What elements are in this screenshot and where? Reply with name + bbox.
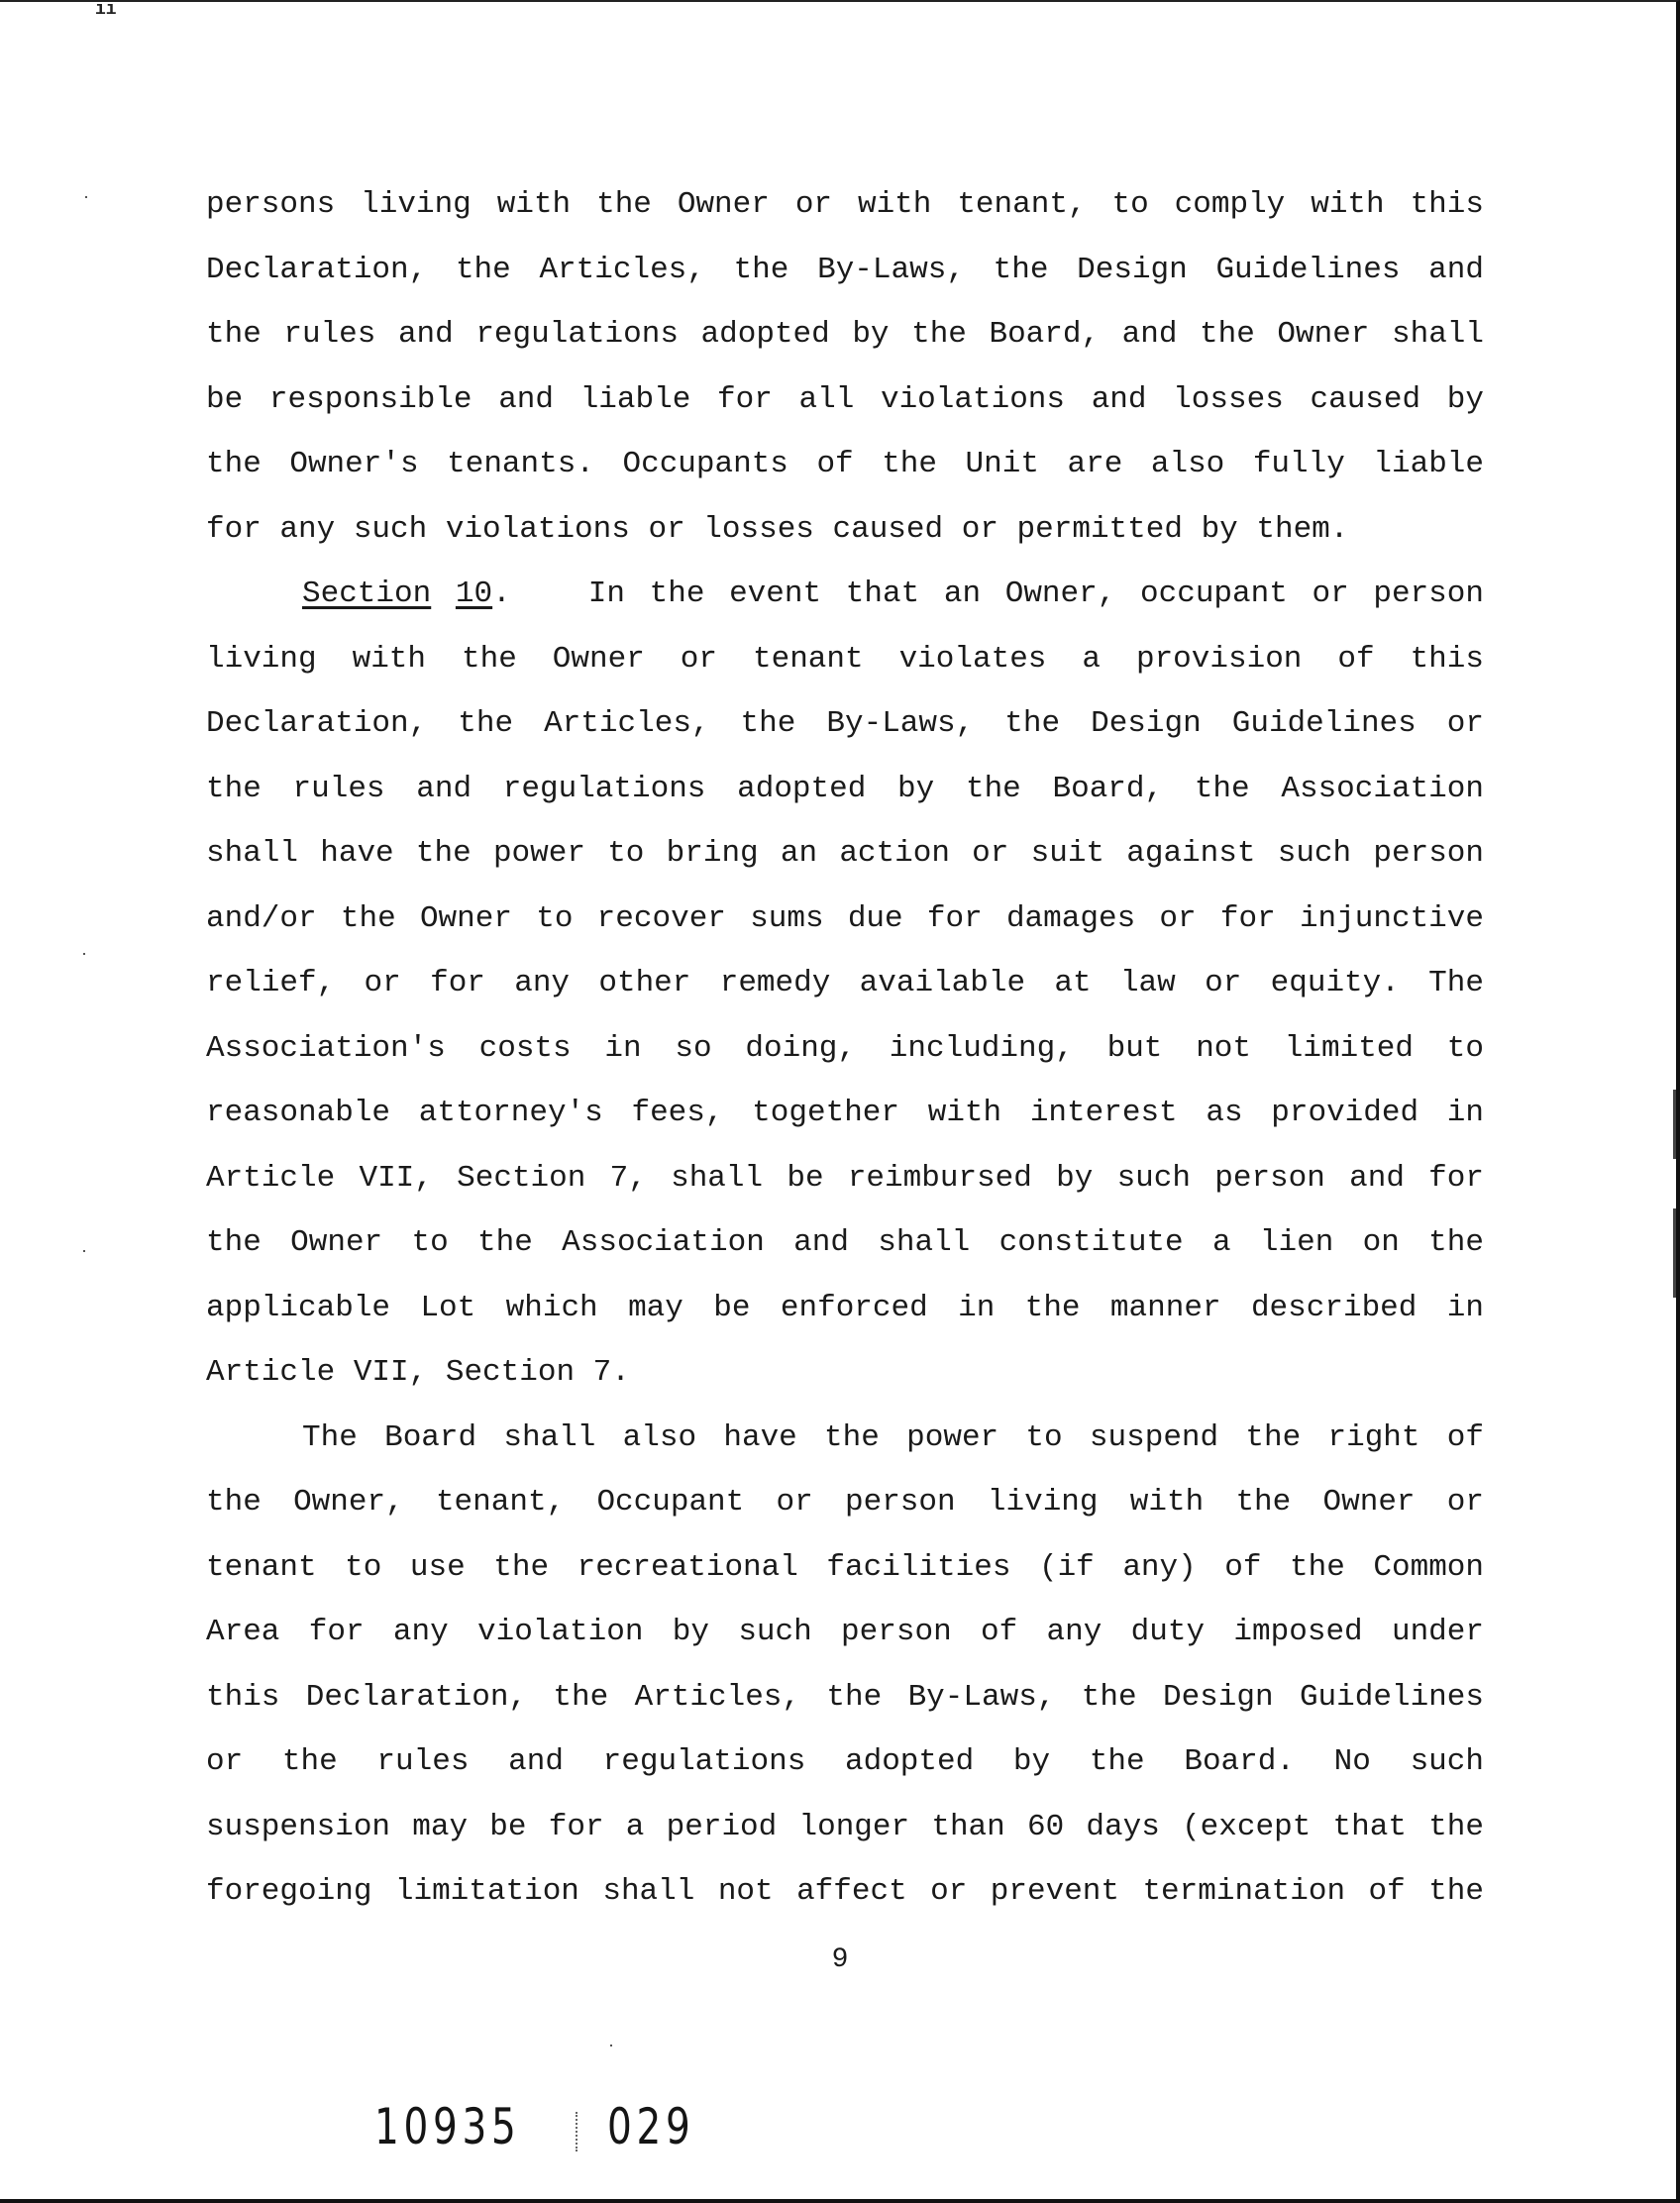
section-number: 10 [455,577,493,611]
corner-mark: ıı [95,0,117,20]
text-line: the Owner, tenant, Occupant or person living with the Owner or [206,1485,1484,1520]
text-line: for any such violations or losses caused or permitted by them. [206,512,1349,547]
text-line: Declaration, the Articles, the By-Laws, the Design Guidelines or [206,706,1484,741]
text-line: foregoing limitation shall not affect or prevent termination of the [206,1874,1484,1909]
text-line: relief, or for any other remedy available at law or equity. The [206,966,1484,1000]
section-heading-line [302,575,1484,614]
section-period: . [492,577,511,611]
text-line: the rules and regulations adopted by the Board, the Association [206,772,1484,806]
text-line: reasonable attorney's fees, together with interest as provided in [206,1096,1484,1130]
text-line: tenant to use the recreational facilities (if any) of the Common [206,1550,1484,1585]
text-line: Area for any violation by such person of any duty imposed under [206,1615,1484,1649]
text-line: Declaration, the Articles, the By-Laws, the Design Guidelines and [206,253,1484,287]
scan-edge-mark [1673,1090,1676,1159]
text-line: shall have the power to bring an action or suit against such person [206,836,1484,871]
scan-speck [610,2045,612,2046]
text-line: the Owner's tenants. Occupants of the Unit are also fully liable [206,447,1484,481]
text-line: The Board shall also have the power to suspend the right of [302,1420,1484,1455]
text-line: applicable Lot which may be enforced in the manner described in [206,1291,1484,1325]
section-label: Section [302,577,432,611]
page-number: 9 [831,1944,849,1975]
text-line: Article VII, Section 7, shall be reimbursed by such person and for [206,1161,1484,1196]
scan-edge-mark [1673,1208,1676,1298]
text-line: living with the Owner or tenant violates a provision of this [206,642,1484,677]
recording-page-number: 029 [607,2098,695,2155]
recording-book-number: 10935 [374,2098,521,2155]
text-line: Article VII, Section 7. [206,1355,630,1390]
stamp-separator [576,2112,579,2151]
text-line: or the rules and regulations adopted by the Board. No such [206,1744,1484,1779]
text-line: persons living with the Owner or with tenant, to comply with this [206,187,1484,222]
text-line: this Declaration, the Articles, the By-Laws, the Design Guidelines [206,1680,1484,1715]
text-line: and/or the Owner to recover sums due for damages or for injunctive [206,901,1484,936]
text-line: suspension may be for a period longer than 60 days (except that the [206,1810,1484,1844]
text-line: the Owner to the Association and shall constitute a lien on the [206,1225,1484,1260]
text-line: the rules and regulations adopted by the Board, and the Owner shall [206,317,1484,352]
text-line: Association's costs in so doing, including, but not limited to [206,1031,1484,1066]
scan-speck [83,1250,85,1252]
scan-speck [85,196,87,198]
section-text: In the event that an Owner, occupant or person [587,577,1484,611]
text-line: be responsible and liable for all violations and losses caused by [206,382,1484,417]
scan-speck [83,953,85,955]
